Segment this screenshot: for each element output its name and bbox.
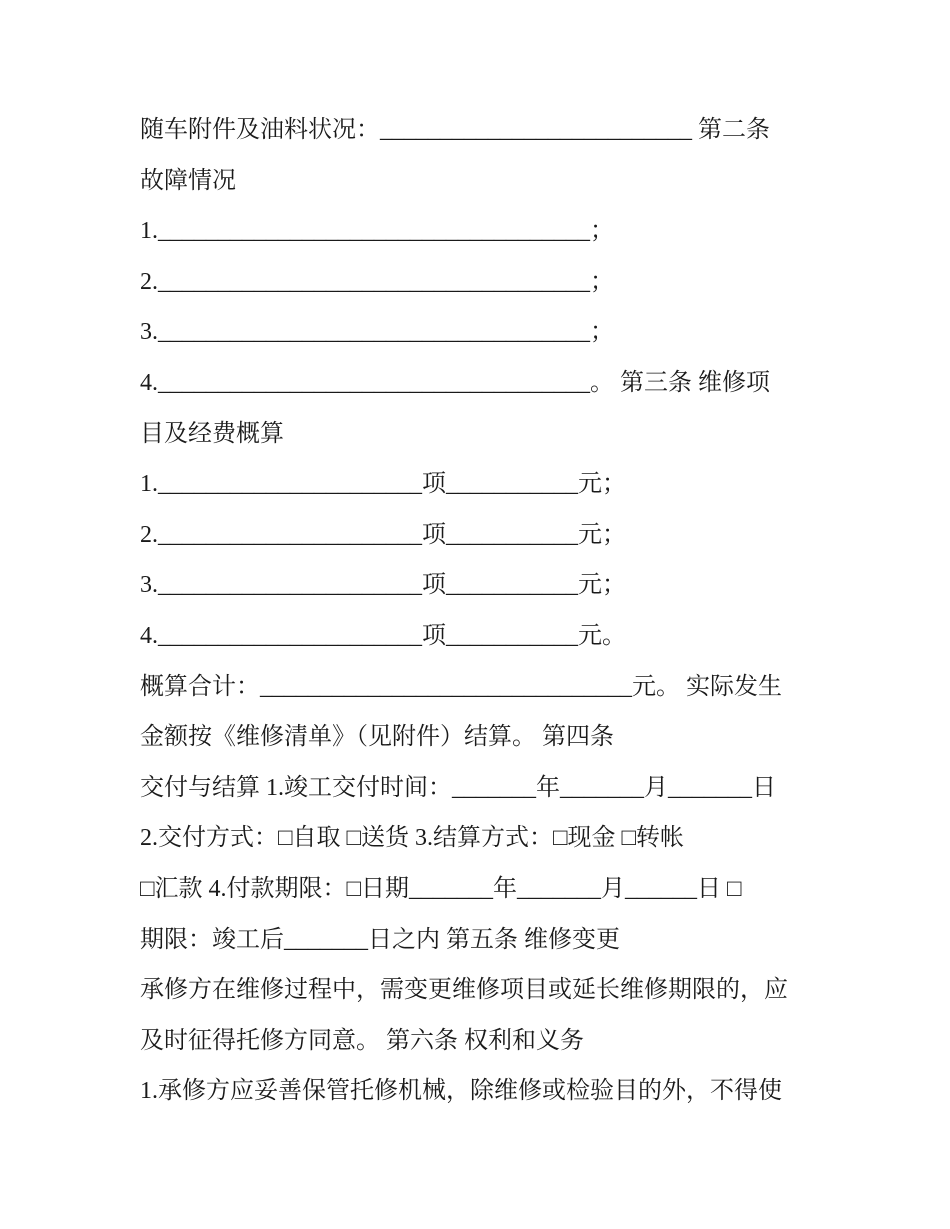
- text-line: 期限：竣工后_______日之内 第五条 维修变更: [140, 926, 620, 953]
- text-line: 2.交付方式：□自取 □送货 3.结算方式：□现金 □转帐: [140, 825, 684, 852]
- text-line: □汇款 4.付款期限：□日期_______年_______月______日 □: [140, 875, 742, 902]
- document-body: [140, 105, 830, 1117]
- text-line: 2.______________________项___________元；: [140, 521, 626, 548]
- text-line: 1.______________________项___________元；: [140, 471, 626, 498]
- text-line: 2.____________________________________；: [140, 268, 614, 295]
- text-line: 4.______________________项___________元。: [140, 622, 626, 649]
- text-line: 1.____________________________________；: [140, 218, 614, 245]
- text-line: 随车附件及油料状况：__________________________ 第二条: [140, 117, 770, 143]
- text-line: 金额按《维修清单》（见附件）结算。 第四条: [140, 724, 614, 751]
- text-line: 及时征得托修方同意。 第六条 权利和义务: [140, 1027, 584, 1054]
- text-line: 1.承修方应妥善保管托修机械，除维修或检验目的外，不得使: [140, 1078, 782, 1105]
- text-line: 4.____________________________________。 第三条 维修项: [140, 369, 770, 396]
- text-line: 故障情况: [140, 167, 236, 194]
- text-line: 3.____________________________________；: [140, 319, 614, 346]
- text-line: 目及经费概算: [140, 420, 284, 447]
- text-line: 3.______________________项___________元；: [140, 572, 626, 599]
- text-line: 概算合计：_______________________________元。 实际发生: [140, 673, 782, 700]
- text-line: 交付与结算 1.竣工交付时间：_______年_______月_______日: [140, 774, 776, 801]
- text-line: 承修方在维修过程中，需变更维修项目或延长维修期限的，应: [140, 977, 788, 1004]
